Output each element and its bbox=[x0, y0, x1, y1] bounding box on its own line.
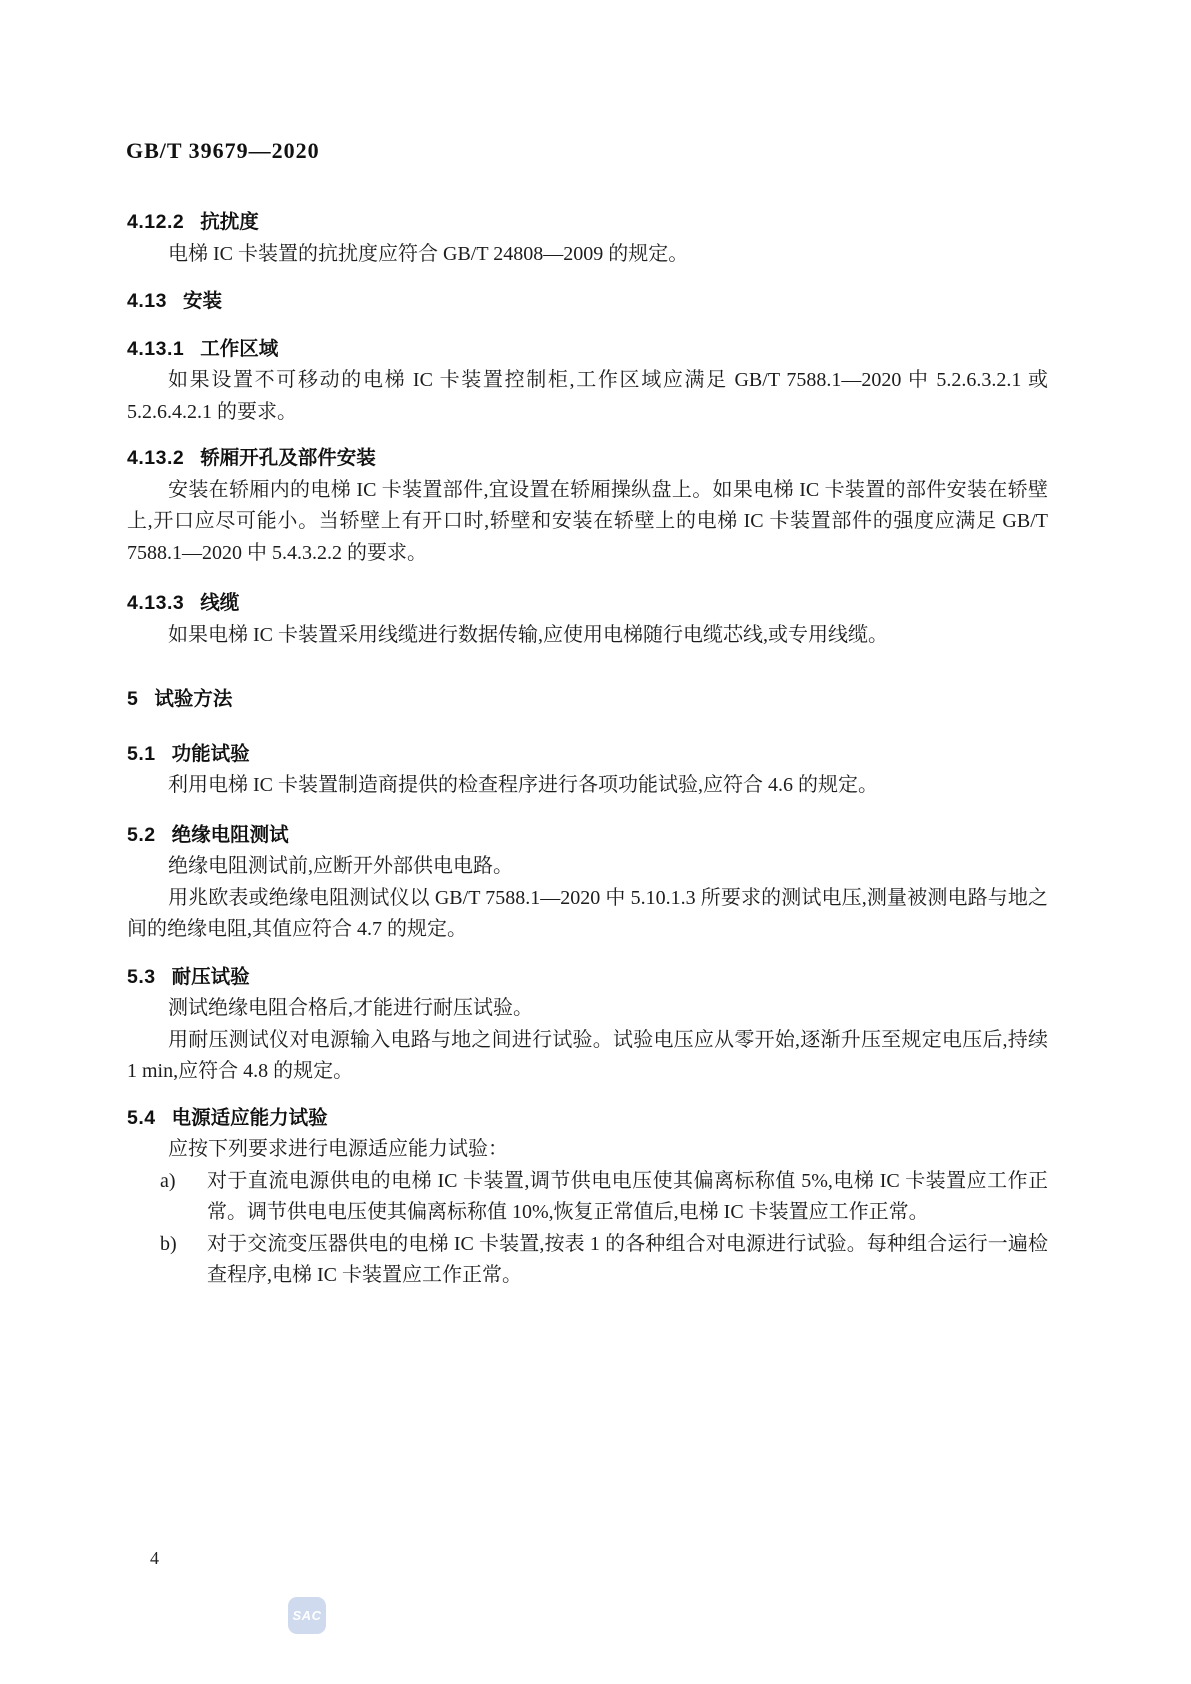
heading-number: 5.2 bbox=[127, 823, 156, 846]
paragraph-4-13-1: 如果设置不可移动的电梯 IC 卡装置控制柜,工作区域应满足 GB/T 7588.1—2020 中 5.2.6.3.2.1 或 5.2.6.4.2.1 的要求。 bbox=[127, 369, 1048, 423]
heading-title: 电源适应能力试验 bbox=[171, 1106, 328, 1129]
list-marker: b) bbox=[160, 1232, 177, 1255]
list-item-b bbox=[127, 1229, 1048, 1292]
heading-title: 安装 bbox=[182, 290, 222, 312]
heading-title: 工作区域 bbox=[200, 337, 279, 360]
heading-number: 4.13.1 bbox=[127, 337, 185, 360]
section-heading-5-3 bbox=[127, 962, 1048, 994]
section-heading-5 bbox=[127, 684, 1048, 716]
list-item-a bbox=[127, 1166, 1048, 1229]
heading-title: 耐压试验 bbox=[171, 965, 250, 988]
document-content bbox=[127, 207, 1048, 1292]
paragraph-4-13-3: 如果电梯 IC 卡装置采用线缆进行数据传输,应使用电梯随行电缆芯线,或专用线缆。 bbox=[168, 623, 888, 646]
list-text: 对于直流电源供电的电梯 IC 卡装置,调节供电电压使其偏离标称值 5%,电梯 IC 卡装置应工作正常。调节供电电压使其偏离标称值 10%,恢复正常值后,电梯 IC 卡装置应工作正常。 bbox=[207, 1169, 1048, 1223]
heading-title: 功能试验 bbox=[171, 742, 250, 765]
sac-logo-text: SAC bbox=[292, 1608, 322, 1623]
heading-number: 4.13.2 bbox=[127, 447, 185, 469]
paragraph-5-3-line1: 测试绝缘电阻合格后,才能进行耐压试验。 bbox=[168, 997, 533, 1019]
heading-number: 5.4 bbox=[127, 1106, 156, 1129]
list-marker: a) bbox=[160, 1169, 176, 1192]
page-number: 4 bbox=[150, 1548, 159, 1568]
heading-number: 4.13 bbox=[127, 290, 167, 312]
heading-title: 轿厢开孔及部件安装 bbox=[200, 447, 376, 469]
section-heading-5-2 bbox=[127, 820, 1048, 852]
heading-number: 5.1 bbox=[127, 742, 156, 765]
heading-number: 5 bbox=[127, 688, 139, 710]
paragraph-4-12-2: 电梯 IC 卡装置的抗扰度应符合 GB/T 24808—2009 的规定。 bbox=[168, 242, 689, 265]
standard-code-header: GB/T 39679—2020 bbox=[126, 138, 320, 163]
section-heading-4-13-2 bbox=[127, 443, 1048, 475]
sac-watermark-logo bbox=[288, 1597, 326, 1634]
paragraph-4-13-2: 安装在轿厢内的电梯 IC 卡装置部件,宜设置在轿厢操纵盘上。如果电梯 IC 卡装置的部件安装在轿壁上,开口应尽可能小。当轿壁上有开口时,轿壁和安装在轿壁上的电梯 IC 卡装置部件的强度应满足 GB/T 7588.1—2020 中 5.4.3.2.2 的要求。 bbox=[127, 478, 1048, 564]
heading-title: 绝缘电阻测试 bbox=[171, 823, 289, 846]
section-heading-4-13 bbox=[127, 286, 1048, 318]
section-heading-4-13-3 bbox=[127, 588, 1048, 620]
heading-number: 4.13.3 bbox=[127, 592, 185, 614]
heading-title: 抗扰度 bbox=[200, 211, 259, 233]
heading-number: 4.12.2 bbox=[127, 211, 185, 233]
heading-number: 5.3 bbox=[127, 965, 156, 988]
section-heading-5-4 bbox=[127, 1103, 1048, 1135]
paragraph-5-1: 利用电梯 IC 卡装置制造商提供的检查程序进行各项功能试验,应符合 4.6 的规定。 bbox=[168, 774, 878, 796]
section-heading-4-13-1 bbox=[127, 334, 1048, 366]
paragraph-5-2-line1: 绝缘电阻测试前,应断开外部供电电路。 bbox=[168, 855, 513, 877]
section-heading-4-12-2 bbox=[127, 207, 1048, 239]
paragraph-5-2-line2: 用兆欧表或绝缘电阻测试仪以 GB/T 7588.1—2020 中 5.10.1.3 所要求的测试电压,测量被测电路与地之间的绝缘电阻,其值应符合 4.7 的规定。 bbox=[127, 886, 1048, 940]
paragraph-5-3-line2: 用耐压测试仪对电源输入电路与地之间进行试验。试验电压应从零开始,逐渐升压至规定电压后,持续 1 min,应符合 4.8 的规定。 bbox=[127, 1028, 1048, 1082]
paragraph-5-4-intro: 应按下列要求进行电源适应能力试验： bbox=[168, 1138, 508, 1160]
heading-title: 线缆 bbox=[200, 592, 240, 614]
heading-title: 试验方法 bbox=[154, 688, 233, 710]
list-text: 对于交流变压器供电的电梯 IC 卡装置,按表 1 的各种组合对电源进行试验。每种组合运行一遍检查程序,电梯 IC 卡装置应工作正常。 bbox=[207, 1232, 1048, 1286]
section-heading-5-1 bbox=[127, 739, 1048, 771]
